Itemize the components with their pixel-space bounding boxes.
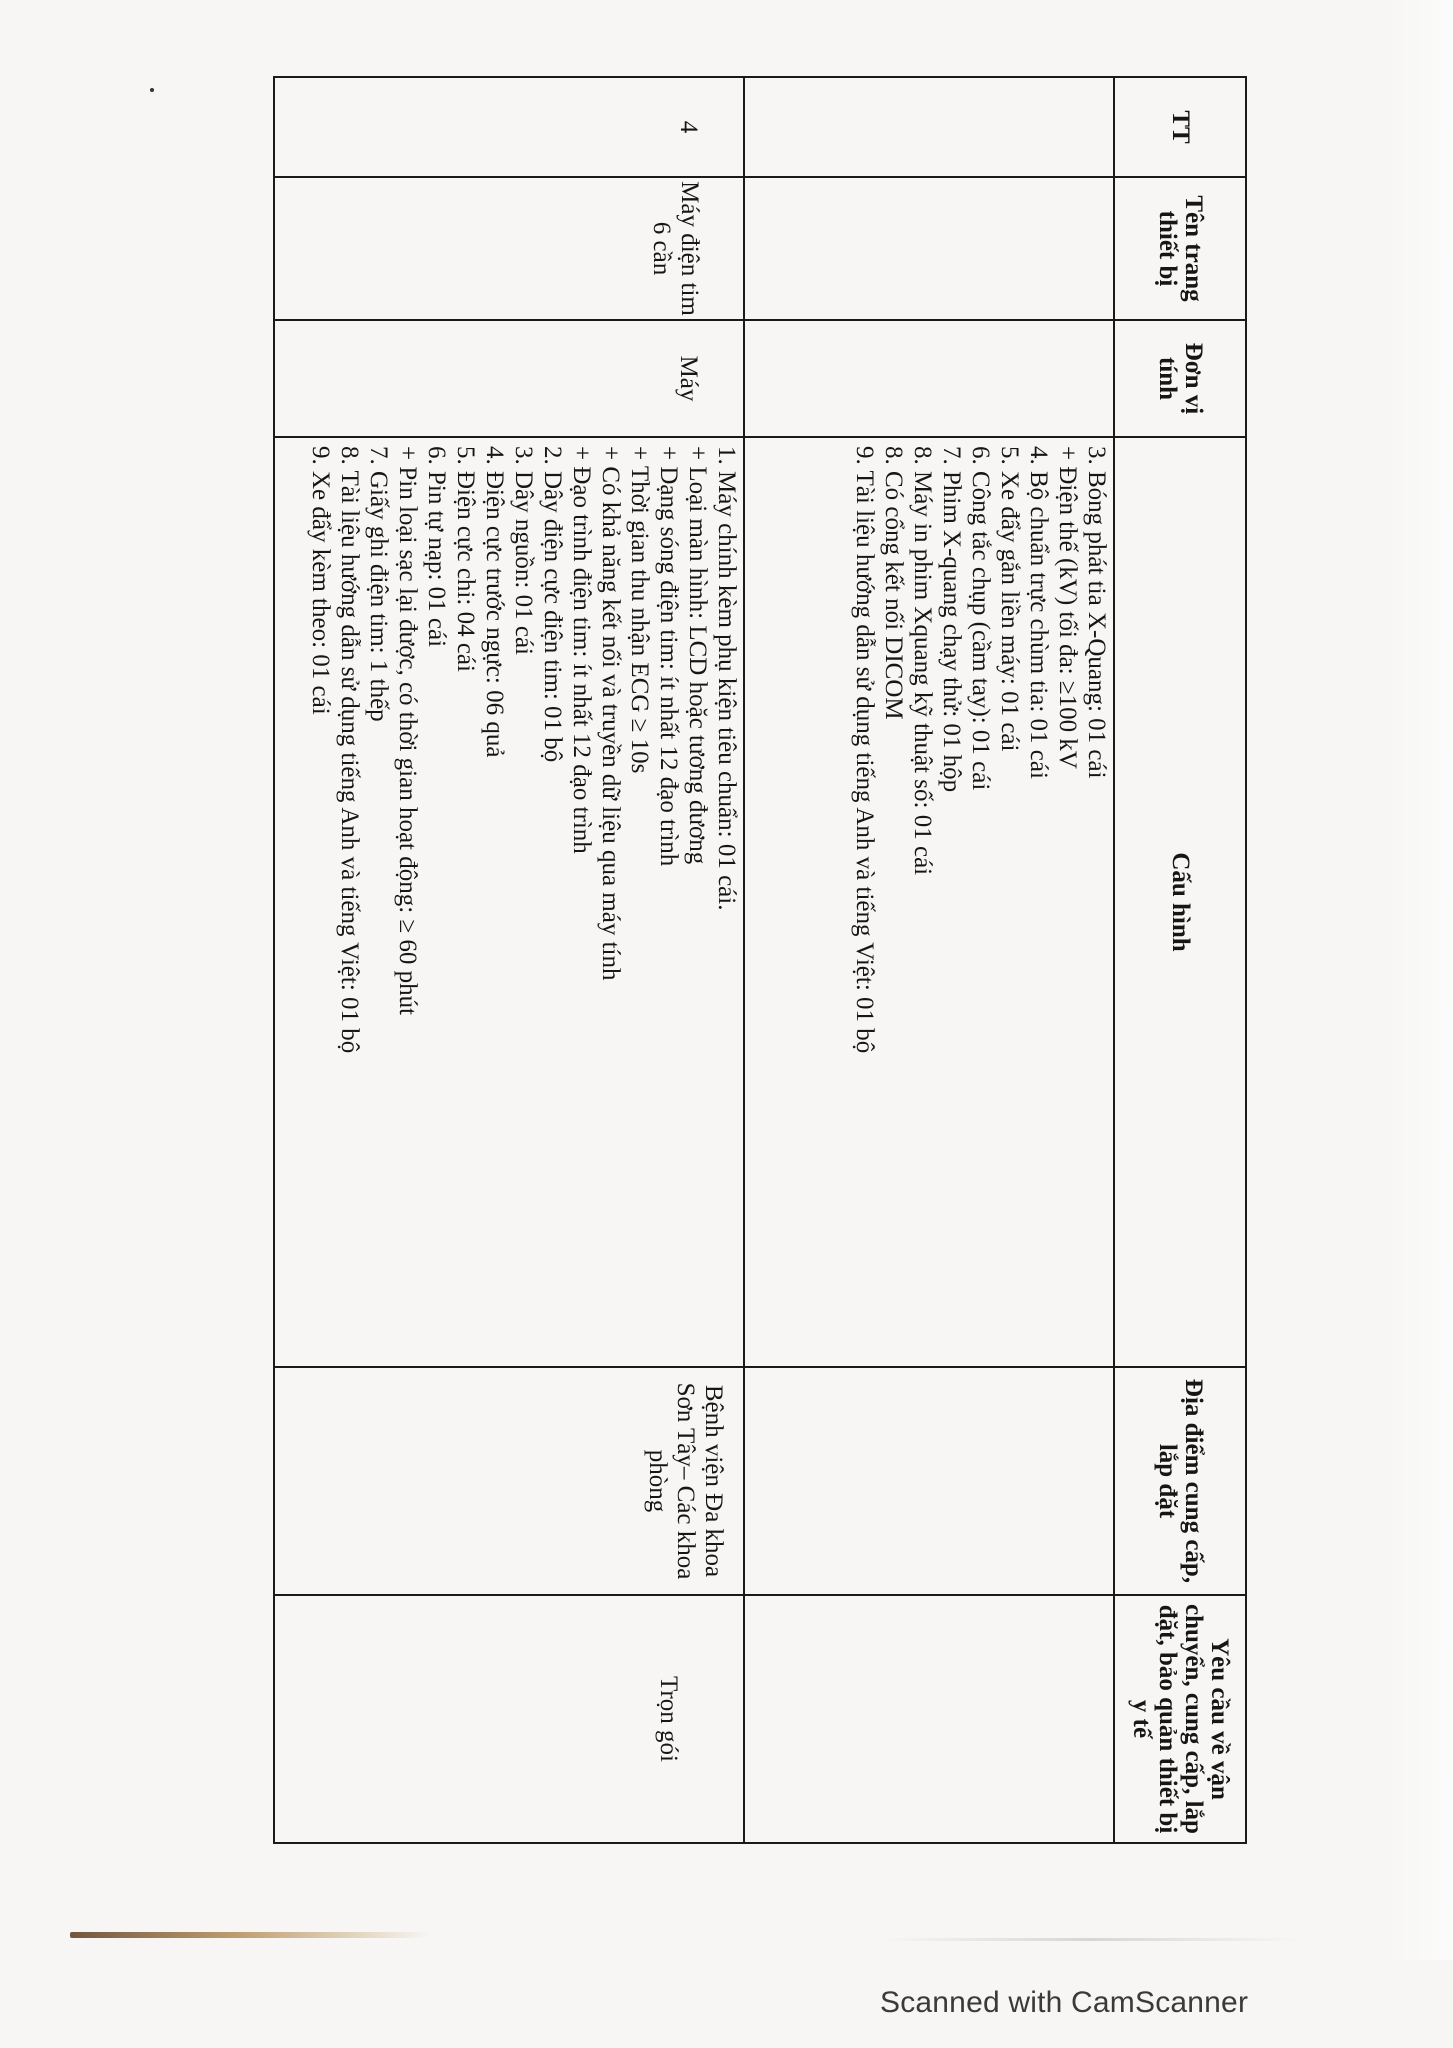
config-line: 2. Dây điện cực điện tim: 01 bộ [539,446,566,763]
config-line: 7. Phim X-quang chạy thử: 01 hộp [938,446,965,793]
header-location: Địa điểm cung cấp, lắp đặt [1114,1367,1246,1595]
config-line: + Loại màn hình: LCD hoặc tương đương [684,446,711,865]
cell-config [274,437,744,1367]
config-line: 5. Điện cực chi: 04 cái [452,446,479,672]
config-line: + Dạng sóng điện tim: ít nhất 12 đạo trình [655,446,682,867]
cell-device-name: Máy điện tim 6 cần [274,177,744,320]
table-row-continued [744,77,1114,1843]
scan-streak-faint [880,1938,1300,1941]
cell-requirements: Trọn gói [274,1595,744,1843]
cell-location-empty [744,1367,1114,1595]
scan-streak [70,1932,430,1938]
config-line: 6. Pin tự nạp: 01 cái [423,446,450,648]
cell-requirements-empty [744,1595,1114,1843]
config-line: + Đạo trình điện tim: ít nhất 12 đạo trình [568,446,595,854]
header-unit: Đơn vị tính [1114,320,1246,437]
equipment-table [273,76,1247,1844]
cell-tt-empty [744,77,1114,177]
config-line: 1. Máy chính kèm phụ kiện tiêu chuẩn: 01 cái. [713,446,740,911]
camscanner-footer: Scanned with CamScanner [880,1986,1249,2019]
config-line: 8. Có cổng kết nối DICOM [880,446,907,720]
header-tt: TT [1114,77,1246,177]
config-line: 3. Dây nguồn: 01 cái [510,446,537,655]
config-line: 5. Xe đẩy gắn liền máy: 01 cái [996,446,1023,752]
cell-location: Bệnh viện Đa khoa Sơn Tây– Các khoa phòng [274,1367,744,1595]
table-row-ecg [274,77,744,1843]
cell-config-continued [744,437,1114,1367]
config-line: 3. Bóng phát tia X-Quang: 01 cái [1083,446,1110,779]
config-line: 9. Xe đẩy kèm theo: 01 cái [307,446,334,715]
config-line: 8. Máy in phim Xquang kỹ thuật số: 01 cái [909,446,936,876]
config-line: + Có khả năng kết nối và truyền dữ liệu qua máy tính [597,446,624,981]
scan-edge [1383,0,1453,1960]
config-line: 4. Điện cực trước ngực: 06 quả [481,446,508,758]
equipment-table-rotated [275,76,1247,1842]
header-row [1114,77,1246,1843]
scan-speck [150,88,154,92]
config-line: 8. Tài liệu hướng dẫn sử dụng tiếng Anh và tiếng Việt: 01 bộ [336,446,363,1054]
config-line: 4. Bộ chuẩn trực chùm tia: 01 cái [1025,446,1052,779]
header-name: Tên trang thiết bị [1114,177,1246,320]
cell-unit: Máy [274,320,744,437]
cell-tt: 4 [274,77,744,177]
config-line: 7. Giấy ghi điện tim: 1 thếp [365,446,392,722]
cell-unit-empty [744,320,1114,437]
header-requirements: Yêu cầu về vận chuyển, cung cấp, lắp đặt, bảo quản thiết bị y tế [1114,1595,1246,1843]
config-line: 9. Tài liệu hướng dẫn sử dụng tiếng Anh và tiếng Việt: 01 bộ [851,446,878,1054]
config-line: + Thời gian thu nhận ECG ≥ 10s [626,446,653,774]
cell-name-empty [744,177,1114,320]
config-line: + Điện thế (kV) tối đa: ≥100 kV [1054,446,1081,769]
config-line: 6. Công tắc chụp (cầm tay): 01 cái [967,446,994,791]
config-line: + Pin loại sạc lại được, có thời gian hoạt động: ≥ 60 phút [394,446,421,1016]
header-config: Cấu hình [1114,437,1246,1367]
